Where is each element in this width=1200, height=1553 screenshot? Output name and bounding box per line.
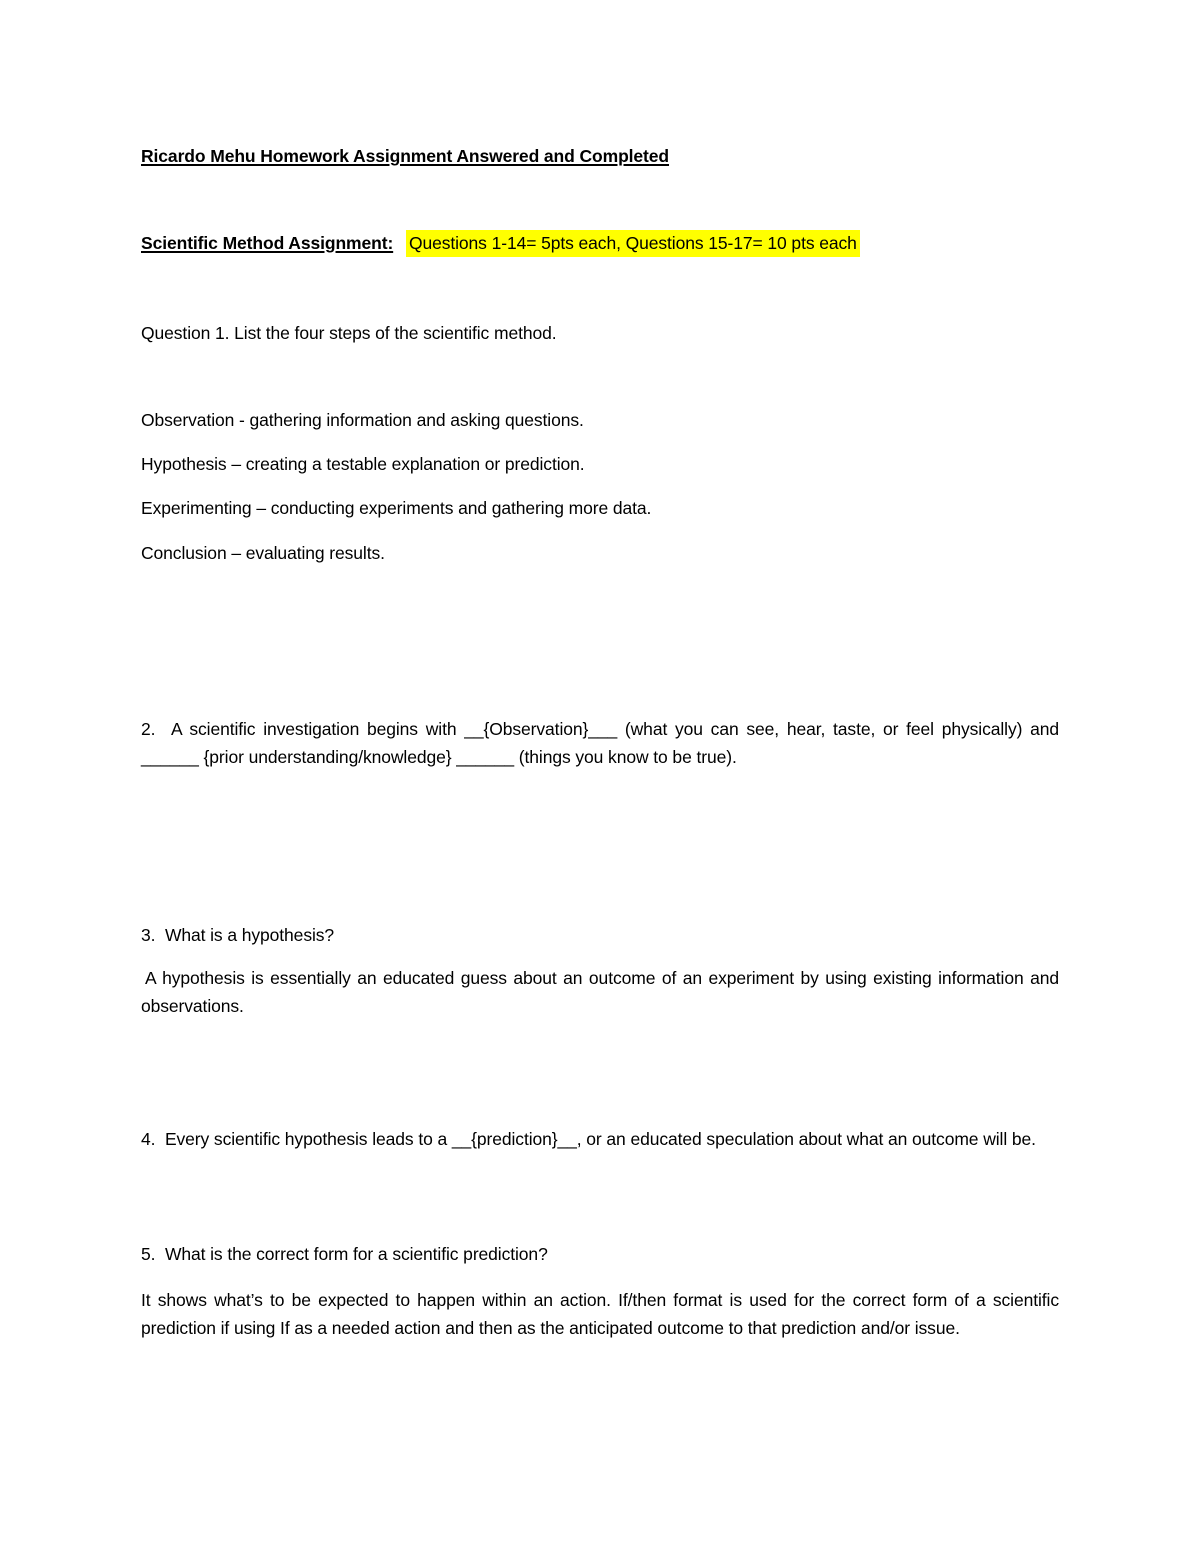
- question-5-prompt: [141, 1240, 548, 1268]
- question-1-text: List the four steps of the scientific method.: [234, 323, 557, 343]
- question-3-number: 3.: [141, 925, 156, 945]
- question-4: [141, 1125, 1059, 1153]
- question-5-text: What is the correct form for a scientific prediction?: [164, 1244, 548, 1264]
- assignment-label: Scientific Method Assignment:: [141, 233, 394, 253]
- question-3-text: What is a hypothesis?: [164, 925, 335, 945]
- question-3-answer: A hypothesis is essentially an educated guess about an outcome of an experiment by using existing information and observations.: [141, 968, 1059, 1016]
- question-4-text: Every scientific hypothesis leads to a __{prediction}__, or an educated speculation about what an outcome will be.: [164, 1129, 1036, 1149]
- answer-conclusion: Conclusion – evaluating results.: [141, 543, 385, 563]
- answer-hypothesis: Hypothesis – creating a testable explanation or prediction.: [141, 454, 585, 474]
- question-5-answer: It shows what’s to be expected to happen within an action. If/then format is used for the correct form of a scientific prediction if using If as a needed action and then as the anticipated outcome to that prediction and/or issue.: [141, 1290, 1059, 1338]
- question-3-prompt: [141, 921, 334, 949]
- question-1-number: Question 1.: [141, 323, 230, 343]
- question-2-text: A scientific investigation begins with __{Observation}___ (what you can see, hear, taste, or feel physically) and ______ {prior understanding/knowledge} ______ (things you know to be true).: [141, 719, 1059, 767]
- question-4-number: 4.: [141, 1129, 156, 1149]
- question-2-number: 2.: [141, 719, 156, 739]
- answer-experimenting: Experimenting – conducting experiments and gathering more data.: [141, 498, 652, 518]
- question-5-number: 5.: [141, 1244, 156, 1264]
- question-1-prompt: [141, 319, 557, 347]
- answer-observation: Observation - gathering information and asking questions.: [141, 410, 584, 430]
- assignment-header: [141, 229, 860, 257]
- question-2: [141, 715, 1059, 771]
- document-title: Ricardo Mehu Homework Assignment Answered and Completed: [141, 146, 670, 166]
- points-note-highlight: Questions 1-14= 5pts each, Questions 15-17= 10 pts each: [406, 230, 860, 257]
